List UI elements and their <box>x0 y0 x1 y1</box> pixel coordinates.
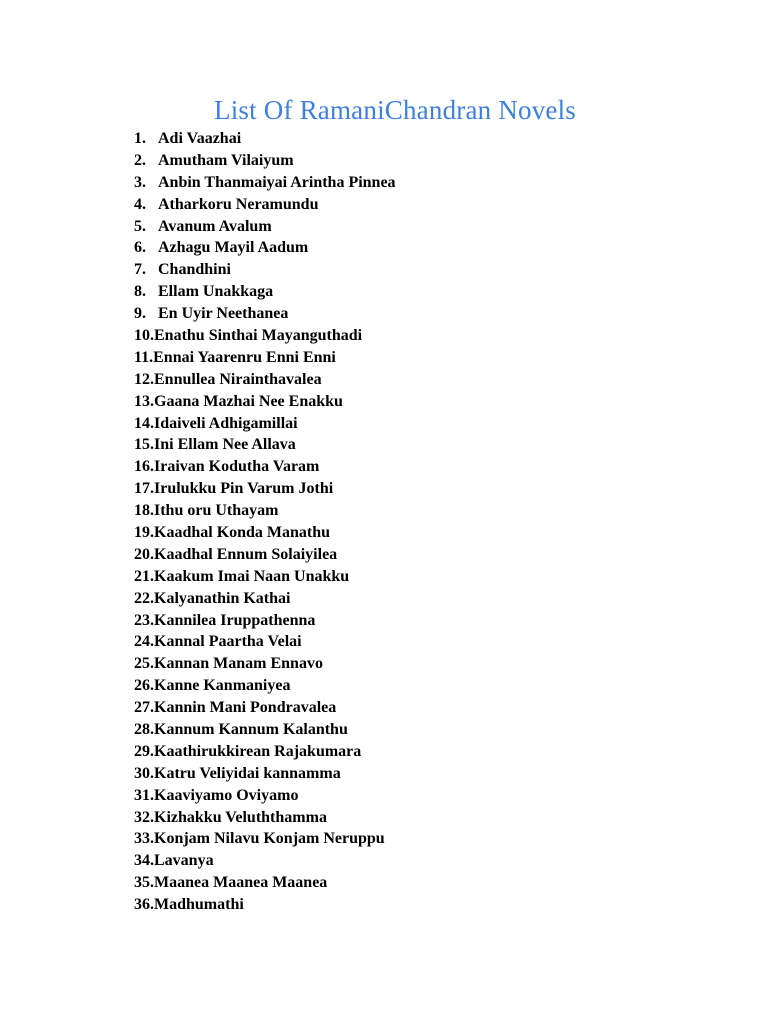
list-item-title: Gaana Mazhai Nee Enakku <box>154 392 343 410</box>
list-item-number: 36. <box>134 896 154 914</box>
list-item-title: Azhagu Mayil Aadum <box>158 239 309 257</box>
list-item-number: 14. <box>134 414 154 432</box>
list-item <box>134 807 396 829</box>
list-item-title: Ennai Yaarenru Enni Enni <box>153 348 336 366</box>
list-item-number: 7. <box>134 261 146 279</box>
list-item-title: Kaadhal Ennum Solaiyilea <box>154 545 338 563</box>
list-item <box>134 281 396 303</box>
list-item-title: Chandhini <box>158 261 231 279</box>
list-item <box>134 763 396 785</box>
list-item-number: 4. <box>134 195 146 213</box>
list-item-number: 30. <box>134 764 154 782</box>
list-item-number: 29. <box>134 742 154 760</box>
list-item <box>134 347 396 369</box>
list-item <box>134 850 396 872</box>
list-item-number: 34. <box>134 852 154 870</box>
list-item-number: 27. <box>134 699 154 717</box>
list-item <box>134 128 396 150</box>
list-item <box>134 719 396 741</box>
list-item <box>134 237 396 259</box>
list-item-title: Ennullea Nirainthavalea <box>154 370 322 388</box>
list-item <box>134 303 396 325</box>
list-item <box>134 894 396 916</box>
list-item-number: 32. <box>134 808 154 826</box>
list-item-number: 9. <box>134 305 146 323</box>
list-item <box>134 478 396 500</box>
list-item-title: Ithu oru Uthayam <box>154 502 279 520</box>
page-title: List Of RamaniChandran Novels <box>214 95 576 125</box>
list-item-number: 13. <box>134 392 154 410</box>
list-item-title: Kaakum Imai Naan Unakku <box>154 567 350 585</box>
list-item-title: Atharkoru Neramundu <box>158 195 319 213</box>
list-item-title: Kaadhal Konda Manathu <box>154 523 331 541</box>
list-item <box>134 785 396 807</box>
list-item-title: Kanne Kanmaniyea <box>154 677 291 695</box>
list-item <box>134 631 396 653</box>
list-item-number: 28. <box>134 720 154 738</box>
list-item <box>134 434 396 456</box>
list-item-number: 3. <box>134 173 146 191</box>
list-item-number: 11. <box>134 348 154 366</box>
list-item-number: 25. <box>134 655 154 673</box>
list-item-title: Enathu Sinthai Mayanguthadi <box>154 326 363 344</box>
list-item-number: 31. <box>134 786 154 804</box>
list-item <box>134 653 396 675</box>
list-item-number: 10. <box>134 326 154 344</box>
list-item-title: Idaiveli Adhigamillai <box>154 414 298 432</box>
list-item <box>134 325 396 347</box>
list-item <box>134 369 396 391</box>
list-item-title: Lavanya <box>154 852 214 870</box>
list-item <box>134 500 396 522</box>
list-item <box>134 522 396 544</box>
list-item <box>134 872 396 894</box>
list-item-title: Anbin Thanmaiyai Arintha Pinnea <box>158 173 396 191</box>
list-item-title: Kizhakku Veluththamma <box>154 808 327 826</box>
list-item-number: 12. <box>134 370 154 388</box>
list-item-title: Ellam Unakkaga <box>158 283 274 301</box>
list-item-number: 18. <box>134 502 154 520</box>
list-item-number: 16. <box>134 458 154 476</box>
list-item-title: En Uyir Neethanea <box>158 305 289 323</box>
list-item-title: Amutham Vilaiyum <box>158 151 294 169</box>
list-item <box>134 566 396 588</box>
list-item-number: 35. <box>134 874 154 892</box>
list-item <box>134 675 396 697</box>
list-item-title: Irulukku Pin Varum Jothi <box>154 480 334 498</box>
list-item-number: 26. <box>134 677 154 695</box>
list-item-number: 15. <box>134 436 154 454</box>
list-item <box>134 194 396 216</box>
list-item-title: Madhumathi <box>154 896 244 914</box>
list-item-title: Kannal Paartha Velai <box>154 633 302 651</box>
list-item-title: Kannan Manam Ennavo <box>154 655 323 673</box>
list-item-number: 17. <box>134 480 154 498</box>
list-item-number: 22. <box>134 589 154 607</box>
list-item-number: 20. <box>134 545 154 563</box>
list-item-title: Kaaviyamo Oviyamo <box>154 786 299 804</box>
list-item-title: Kannin Mani Pondravalea <box>154 699 337 717</box>
list-item <box>134 610 396 632</box>
list-item <box>134 259 396 281</box>
list-item <box>134 829 396 851</box>
list-item-number: 24. <box>134 633 154 651</box>
list-item-number: 2. <box>134 151 146 169</box>
list-item-title: Kalyanathin Kathai <box>154 589 291 607</box>
list-item-number: 8. <box>134 283 146 301</box>
list-item <box>134 544 396 566</box>
list-item <box>134 456 396 478</box>
list-item-number: 19. <box>134 523 154 541</box>
list-item-title: Iraivan Kodutha Varam <box>154 458 320 476</box>
novel-list <box>134 128 396 916</box>
list-item-number: 5. <box>134 217 146 235</box>
list-item-number: 1. <box>134 129 146 147</box>
list-item-title: Konjam Nilavu Konjam Neruppu <box>154 830 385 848</box>
list-item <box>134 588 396 610</box>
list-item-title: Avanum Avalum <box>158 217 272 235</box>
list-item-title: Kannum Kannum Kalanthu <box>154 720 348 738</box>
list-item-number: 33. <box>134 830 154 848</box>
list-item <box>134 172 396 194</box>
list-item-number: 21. <box>134 567 154 585</box>
list-item <box>134 413 396 435</box>
list-item-number: 23. <box>134 611 154 629</box>
list-item-number: 6. <box>134 239 146 257</box>
list-item-title: Kannilea Iruppathenna <box>154 611 316 629</box>
list-item-title: Kaathirukkirean Rajakumara <box>154 742 362 760</box>
list-item <box>134 216 396 238</box>
list-item <box>134 741 396 763</box>
list-item <box>134 150 396 172</box>
list-item-title: Maanea Maanea Maanea <box>154 874 328 892</box>
list-item <box>134 391 396 413</box>
list-item <box>134 697 396 719</box>
list-item-title: Adi Vaazhai <box>158 129 242 147</box>
list-item-title: Katru Veliyidai kannamma <box>154 764 341 782</box>
list-item-title: Ini Ellam Nee Allava <box>154 436 296 454</box>
